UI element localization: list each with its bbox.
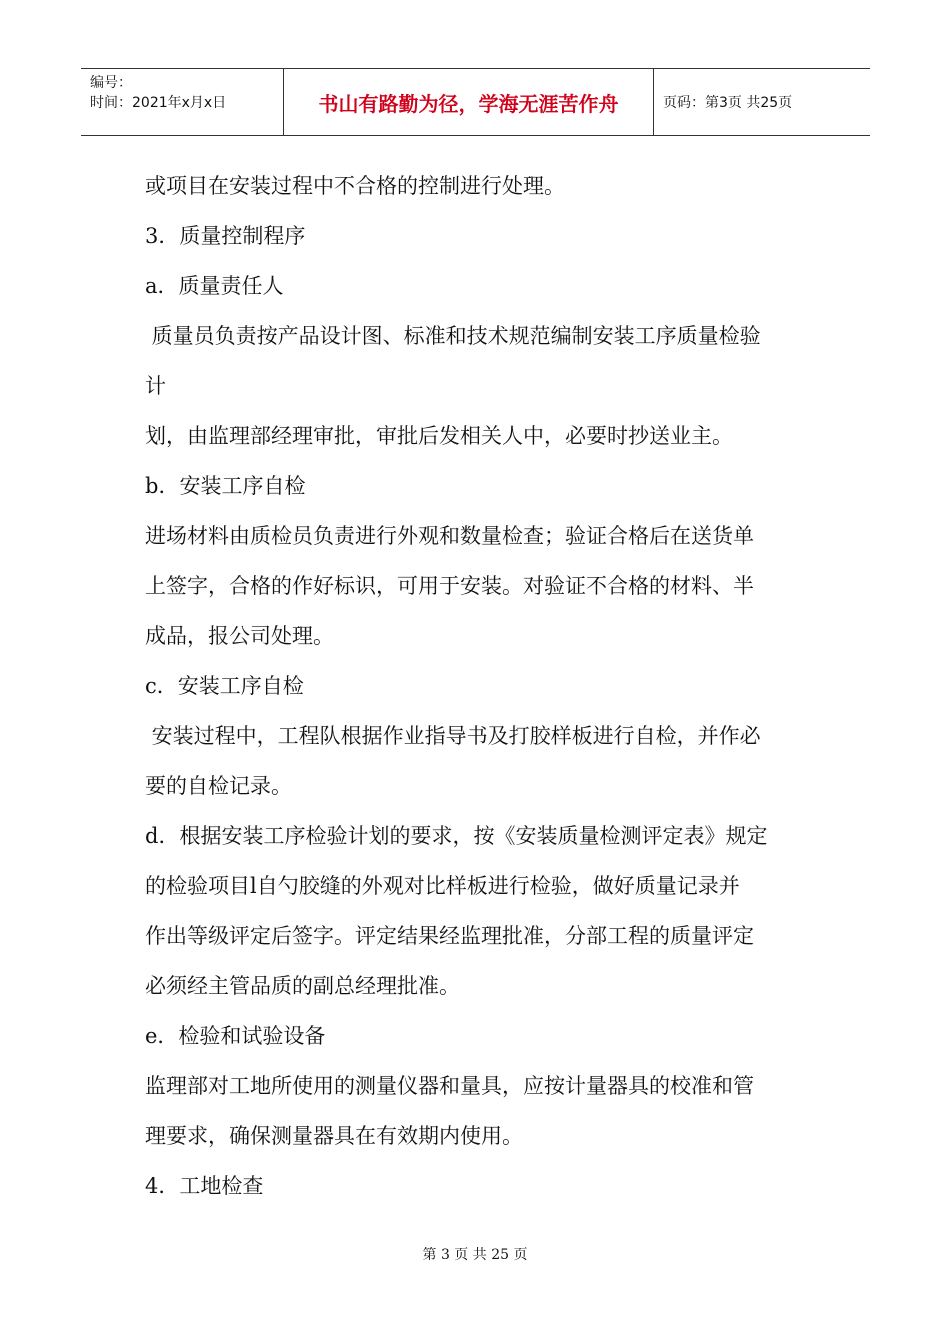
body-line: 计 <box>145 374 166 398</box>
serial-label: 编号： <box>90 75 132 91</box>
body-line: 进场材料由质检员负责进行外观和数量检查；验证合格后在送货单 <box>145 524 754 548</box>
subsection-heading: a．质量责任人 <box>145 274 284 298</box>
header-motto: 书山有路勤为径，学海无涯苦作舟 <box>283 69 654 135</box>
body-line: 成品，报公司处理。 <box>145 624 334 648</box>
page-footer: 第 3 页 共 25 页 <box>422 1247 528 1263</box>
body-line: 或项目在安装过程中不合格的控制进行处理。 <box>145 174 565 198</box>
body-line: 质量员负责按产品设计图、标准和技术规范编制安装工序质量检验 <box>145 324 761 348</box>
body-line: 划，由监理部经理审批，审批后发相关人中，必要时抄送业主。 <box>145 424 733 448</box>
section-heading: 4．工地检查 <box>145 1174 264 1198</box>
body-line: 的检验项目l自勺胶缝的外观对比样板进行检验，做好质量记录并 <box>145 874 740 898</box>
body-line: d．根据安装工序检验计划的要求，按《安装质量检测评定表》规定 <box>145 824 768 848</box>
subsection-heading: c．安装工序自检 <box>145 674 304 698</box>
subsection-heading: b．安装工序自检 <box>145 474 306 498</box>
body-line: 要的自检记录。 <box>145 774 292 798</box>
body-line: 作出等级评定后签字。评定结果经监理批准，分部工程的质量评定 <box>145 924 754 948</box>
body-line: 必须经主管品质的副总经理批准。 <box>145 974 460 998</box>
section-heading: 3．质量控制程序 <box>145 224 306 248</box>
document-body <box>145 161 810 1211</box>
header-meta <box>81 69 283 135</box>
body-line: 安装过程中，工程队根据作业指导书及打胶样板进行自检，并作必 <box>145 724 761 748</box>
body-line: 监理部对工地所使用的测量仪器和量具，应按计量器具的校准和管 <box>145 1074 754 1098</box>
time-label: 时间：2021年x月x日 <box>90 95 227 111</box>
body-line: 理要求，确保测量器具在有效期内使用。 <box>145 1124 523 1148</box>
subsection-heading: e．检验和试验设备 <box>145 1024 326 1048</box>
page-header <box>81 68 870 136</box>
header-page-info: 页码：第3页 共25页 <box>663 95 793 111</box>
body-line: 上签字，合格的作好标识，可用于安装。对验证不合格的材料、半 <box>145 574 754 598</box>
